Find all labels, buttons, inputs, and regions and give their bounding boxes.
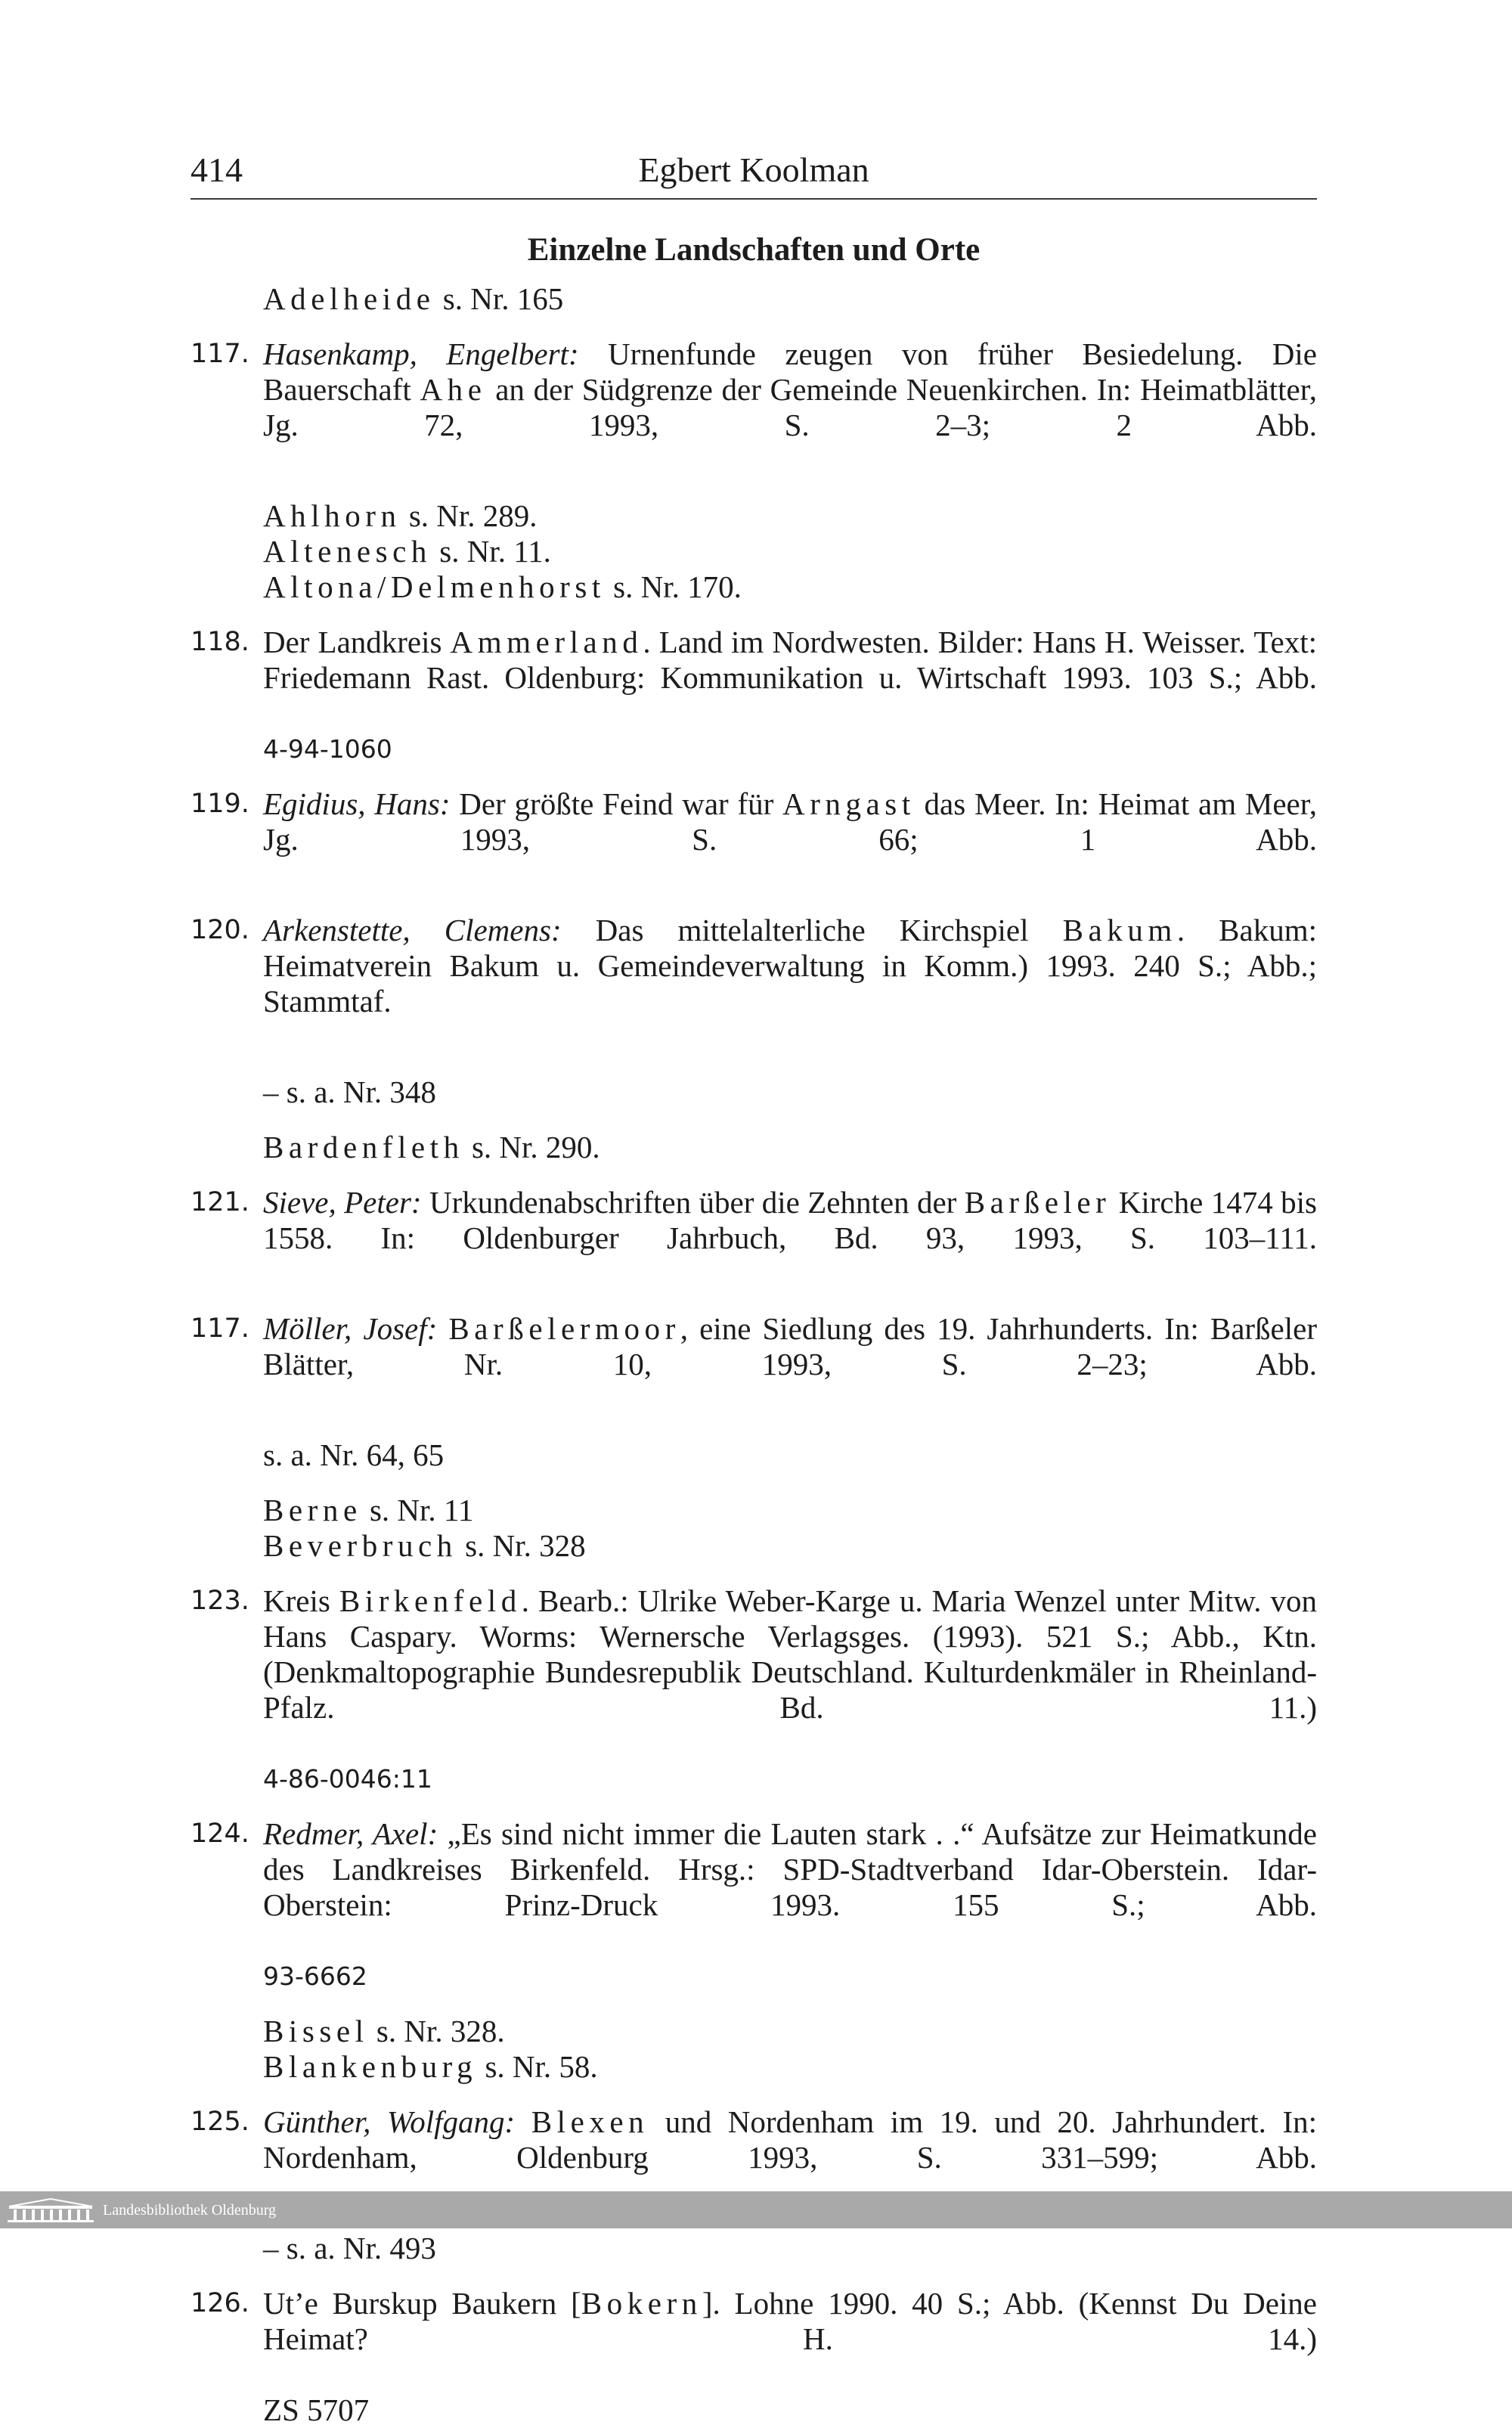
entry-text-part bbox=[515, 2104, 531, 2139]
entry-number: 121. bbox=[191, 1187, 249, 1217]
entry-text-part: . Bakum: Heimatverein Bakum u. Gemeindeverwaltung in Komm.) 1993. 240 S.; Abb.; Stammtaf. bbox=[263, 913, 1317, 1019]
entry-signature: 4-86-0046:11 bbox=[263, 1764, 432, 1794]
see-also-125: – s. a. Nr. 493 bbox=[263, 2231, 436, 2265]
entry-text-part: Das mittelalterliche Kirchspiel bbox=[561, 913, 1063, 947]
place-ref: s. Nr. 290. bbox=[471, 1130, 600, 1164]
entry-text-part: Ut’e Burskup Baukern [ bbox=[263, 2286, 581, 2321]
entry-text bbox=[263, 913, 1317, 1055]
entry-text-part: Kirche 1474 bis 1558. In: Oldenburger Jahrbuch, Bd. 93, 1993, S. 103–111. bbox=[263, 1185, 1317, 1255]
place-bissel bbox=[191, 2014, 1317, 2049]
entry-author: Sieve, Peter: bbox=[263, 1185, 422, 1220]
entry-text-part: , eine Siedlung des 19. Jahrhunderts. In: Barßeler Blätter, Nr. 10, 1993, S. 2–23; Abb. bbox=[263, 1311, 1317, 1381]
place-adelheide bbox=[191, 281, 1317, 317]
place-ref: s. Nr. 11. bbox=[439, 534, 551, 569]
footer-bar bbox=[0, 2191, 1512, 2228]
entry-number: 125. bbox=[191, 2107, 249, 2137]
footer-library-name: Landesbibliothek Oldenburg bbox=[103, 2202, 277, 2219]
entry-text bbox=[263, 2286, 1317, 2392]
entry-keyword: Bokern bbox=[581, 2286, 702, 2321]
place-beverbruch bbox=[191, 1528, 1317, 1564]
section-title: Einzelne Landschaften und Orte bbox=[527, 232, 981, 268]
place-ahlhorn bbox=[191, 498, 1317, 534]
entry-text-part: und Nordenham im 19. und 20. Jahrhundert. In: Nordenham, Oldenburg 1993, S. 331–599; Abb. bbox=[263, 2104, 1317, 2175]
place-name: Ahlhorn bbox=[263, 498, 401, 533]
entry-keyword: Arngast bbox=[782, 786, 916, 821]
entry-author: Arkenstette, Clemens: bbox=[263, 913, 562, 947]
entry-text bbox=[263, 625, 1317, 731]
entry-text-part: das Meer. In: Heimat am Meer, Jg. 1993, S. 66; 1 Abb. bbox=[263, 786, 1317, 857]
place-name: Beverbruch bbox=[263, 1528, 457, 1563]
entry-number: 117. bbox=[191, 1313, 249, 1344]
place-name: Berne bbox=[263, 1493, 362, 1527]
entry-118 bbox=[191, 625, 1317, 767]
place-name: Adelheide bbox=[263, 281, 435, 316]
entry-text-part: „Es sind nicht immer die Lauten stark . .“ Aufsätze zur Heimatkunde des Landkreises Birkenfeld. Hrsg.: SPD-Stadtverband Idar-Oberstein. Idar-Oberstein: Prinz-Druck 1993. 155 S.; Abb. bbox=[263, 1816, 1317, 1922]
running-head: Egbert Koolman bbox=[638, 150, 869, 189]
entry-number: 117. bbox=[191, 339, 249, 369]
entry-keyword: Bakum bbox=[1062, 913, 1177, 947]
entry-text-part: an der Südgrenze der Gemeinde Neuenkirchen. In: Heimatblätter, Jg. 72, 1993, S. 2–3; 2 Abb. bbox=[263, 372, 1317, 442]
entry-text bbox=[263, 1816, 1317, 1958]
entry-text bbox=[263, 1185, 1317, 1292]
place-name: Blankenburg bbox=[263, 2049, 478, 2084]
entry-text-part: Der Landkreis bbox=[263, 625, 451, 659]
place-ref: s. Nr. 328. bbox=[376, 2014, 505, 2048]
header-rule bbox=[191, 198, 1317, 200]
place-name: Bardenfleth bbox=[263, 1130, 464, 1164]
entry-text bbox=[263, 1583, 1317, 1761]
entry-author: Redmer, Axel: bbox=[263, 1816, 438, 1851]
page-header bbox=[191, 144, 1317, 204]
entry-keyword: Ammerland bbox=[450, 625, 643, 659]
place-blankenburg bbox=[191, 2049, 1317, 2085]
see-also-120: – s. a. Nr. 348 bbox=[263, 1074, 436, 1109]
entry-keyword: Ahe bbox=[420, 372, 487, 407]
entry-number: 126. bbox=[191, 2288, 249, 2318]
place-ref: s. Nr. 289. bbox=[408, 498, 538, 533]
place-berne bbox=[191, 1493, 1317, 1528]
entry-signature: ZS 5707 bbox=[263, 2392, 370, 2427]
entry-117a bbox=[191, 336, 1317, 479]
place-name: Bissel bbox=[263, 2014, 369, 2048]
place-ref: s. Nr. 58. bbox=[485, 2049, 598, 2084]
place-name: Altenesch bbox=[263, 534, 432, 569]
place-ref: s. Nr. 328 bbox=[465, 1528, 586, 1563]
place-ref: s. Nr. 170. bbox=[613, 569, 742, 604]
entry-text-part: Kreis bbox=[263, 1583, 339, 1618]
entry-author: Möller, Josef: bbox=[263, 1311, 438, 1346]
entry-text-part: . Bearb.: Ulrike Weber-Karge u. Maria Wenzel unter Mitw. von Hans Caspary. Worms: Wernersche Verlagsges. (1993). 521 S.; Abb., Ktn. (Denkmaltopographie Bundesrepublik Deutschland. Kulturdenkmäler in Rheinland-Pfalz. Bd. 11.) bbox=[263, 1583, 1318, 1725]
entry-keyword: Barßelermoor bbox=[448, 1311, 680, 1346]
entry-number: 123. bbox=[191, 1586, 249, 1616]
place-name: Altona/Delmenhorst bbox=[263, 569, 606, 604]
entry-number: 119. bbox=[191, 789, 249, 819]
entry-text-part: Der größte Feind war für bbox=[450, 786, 783, 821]
entry-number: 118. bbox=[191, 627, 249, 657]
entry-117b bbox=[191, 1311, 1317, 1418]
entry-121 bbox=[191, 1185, 1317, 1292]
place-altenesch bbox=[191, 534, 1317, 569]
library-building-icon bbox=[6, 2197, 95, 2223]
place-ref: s. Nr. 165 bbox=[442, 281, 564, 316]
place-ref: s. Nr. 11 bbox=[369, 1493, 474, 1527]
entry-keyword: Blexen bbox=[531, 2104, 649, 2139]
entry-text bbox=[263, 786, 1317, 893]
place-bardenfleth bbox=[191, 1130, 1317, 1165]
entry-keyword: Barßeler bbox=[964, 1185, 1111, 1220]
page-number: 414 bbox=[191, 150, 243, 189]
entry-126 bbox=[191, 2286, 1317, 2428]
entry-keyword: Birkenfeld bbox=[339, 1583, 522, 1618]
entry-number: 120. bbox=[191, 915, 249, 945]
entry-123 bbox=[191, 1583, 1317, 1797]
entry-text-part bbox=[437, 1311, 448, 1346]
entry-author: Günther, Wolfgang: bbox=[263, 2104, 516, 2139]
bibliography-list bbox=[191, 281, 1317, 2428]
place-altona bbox=[191, 569, 1317, 605]
entry-text bbox=[263, 336, 1317, 479]
entry-119 bbox=[191, 786, 1317, 893]
entry-text-part: ]. Lohne 1990. 40 S.; Abb. (Kennst Du Deine Heimat? H. 14.) bbox=[263, 2286, 1317, 2356]
entry-text-part: . Land im Nordwesten. Bilder: Hans H. Weisser. Text: Friedemann Rast. Oldenburg: Kommunikation u. Wirtschaft 1993. 103 S.; Abb. bbox=[263, 625, 1317, 695]
entry-author: Egidius, Hans: bbox=[263, 786, 451, 821]
entry-text-part: Urnenfunde zeugen von früher Besiedelung. Die Bauerschaft bbox=[263, 336, 1318, 407]
entry-signature: 93-6662 bbox=[263, 1961, 367, 1991]
see-also-117b: s. a. Nr. 64, 65 bbox=[263, 1437, 445, 1472]
entry-text bbox=[263, 1311, 1317, 1418]
entry-number: 124. bbox=[191, 1819, 249, 1849]
entry-124 bbox=[191, 1816, 1317, 1994]
entry-text-part: Urkundenabschriften über die Zehnten der bbox=[421, 1185, 965, 1220]
entry-signature: 4-94-1060 bbox=[263, 734, 392, 764]
entry-author: Hasenkamp, Engelbert: bbox=[263, 336, 579, 371]
entry-120 bbox=[191, 913, 1317, 1055]
